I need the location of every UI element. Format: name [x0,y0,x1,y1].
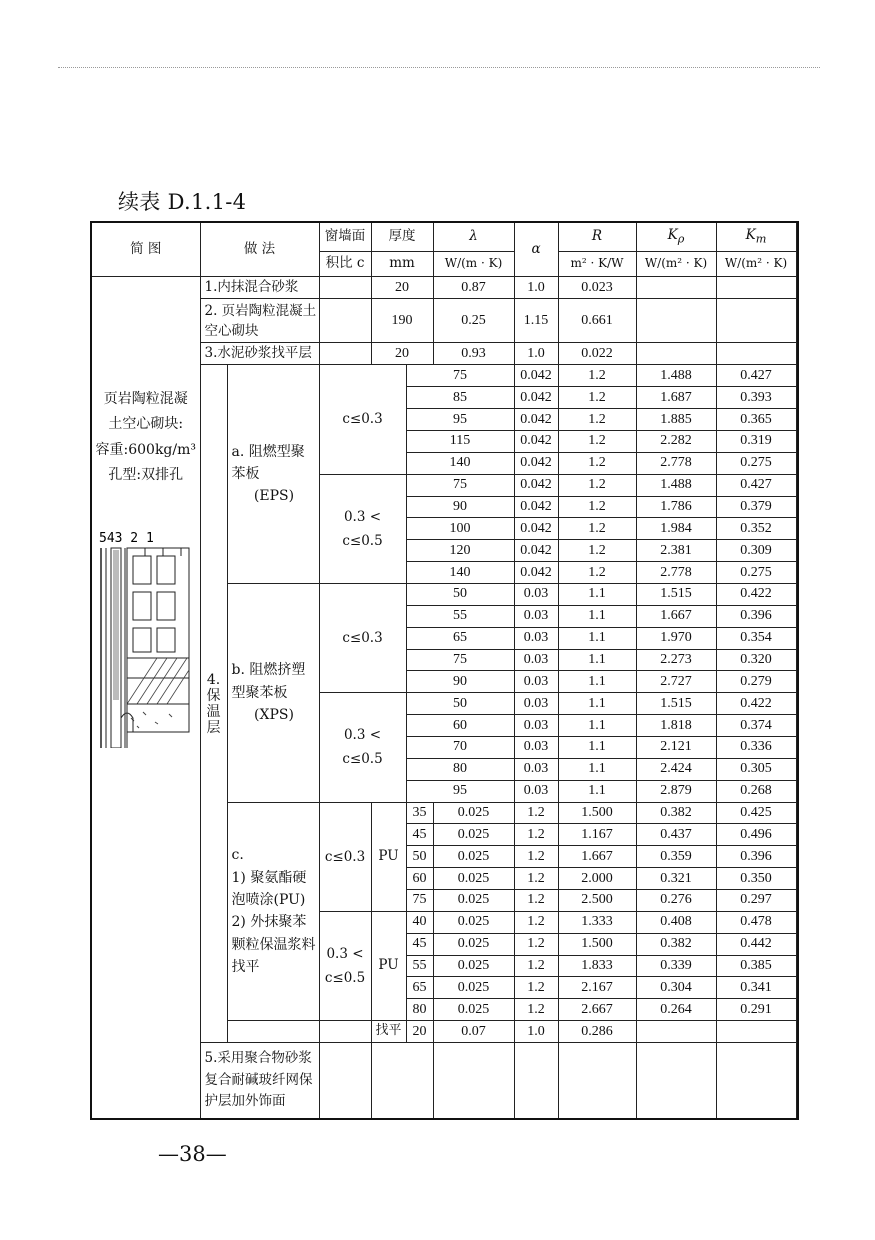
r-cell: 2.121 [636,737,716,759]
alpha-cell: 1.2 [514,890,558,912]
km-cell [796,387,798,409]
ratio-low [319,802,371,911]
header-kp-unit: W/(m² · K) [636,252,716,277]
wall-section-diagram [97,528,195,748]
kp-cell: 0.382 [636,802,716,824]
alpha-cell: 1.2 [558,365,636,387]
r-cell: 2.424 [636,758,716,780]
r-cell: 2.727 [636,671,716,693]
km-cell [796,627,798,649]
kp-cell: 0.321 [636,868,716,890]
kp-cell: 0.352 [716,518,796,540]
kp-cell: 0.422 [716,584,796,606]
thickness-cell: 120 [406,540,514,562]
r-cell: 1.488 [636,474,716,496]
km-cell [716,299,796,343]
alpha-cell: 1.2 [514,868,558,890]
layer2-method: 2. 页岩陶粒混凝土空心砌块 [200,299,319,343]
lambda-cell: 0.03 [514,693,558,715]
alpha-cell: 1.1 [558,758,636,780]
alpha-cell: 1.1 [558,671,636,693]
lambda-cell: 0.042 [514,496,558,518]
thickness-cell: 50 [406,584,514,606]
lambda-cell: 0.93 [433,343,514,365]
r-cell: 0.022 [558,343,636,365]
lambda-cell: 0.03 [514,584,558,606]
kp-cell: 0.374 [716,715,796,737]
empty-cell [716,1043,796,1119]
thickness-cell: 95 [406,409,514,431]
alpha-cell: 1.2 [514,977,558,999]
r-cell: 1.333 [558,911,636,933]
lambda-cell: 0.042 [514,452,558,474]
thickness-cell: 85 [406,387,514,409]
ratio-low-label: c≤0.3 [324,848,366,865]
header-lambda-unit: W/(m · K) [433,252,514,277]
kp-cell: 0.427 [716,365,796,387]
block-description [94,387,198,488]
ratio-high [319,911,371,1020]
lambda-cell: 0.03 [514,758,558,780]
r-cell: 1.167 [558,824,636,846]
ratio-high [319,474,406,583]
r-cell: 2.273 [636,649,716,671]
header-kp-symbol: K [667,226,678,243]
km-cell: 0.442 [716,933,796,955]
km-cell [716,277,796,299]
alpha-cell: 1.1 [558,584,636,606]
kp-cell: 0.339 [636,955,716,977]
thickness-cell: 75 [406,474,514,496]
lambda-cell: 0.025 [433,824,514,846]
ratio-cell [319,343,371,365]
header-km-unit: W/(m² · K) [716,252,796,277]
lambda-cell: 0.042 [514,409,558,431]
r-cell: 1.786 [636,496,716,518]
header-alpha: α [514,222,558,277]
r-cell: 2.000 [558,868,636,890]
header-kp-sub: ρ [677,232,685,246]
lambda-cell: 0.03 [514,605,558,627]
layer4-label: 4. 保 温 层 [200,365,227,1043]
kp-cell: 0.354 [716,627,796,649]
r-cell: 2.778 [636,562,716,584]
lambda-cell: 0.03 [514,737,558,759]
lambda-cell: 0.025 [433,999,514,1021]
km-cell: 0.496 [716,824,796,846]
kp-cell: 0.382 [636,933,716,955]
alpha-cell: 1.0 [514,277,558,299]
alpha-cell: 1.1 [558,605,636,627]
lambda-cell: 0.042 [514,365,558,387]
ratio-cell [319,299,371,343]
r-cell: 2.879 [636,780,716,802]
kp-cell: 0.320 [716,649,796,671]
kp-cell: 0.279 [716,671,796,693]
desc-line-4: 孔型:双排孔 [108,466,184,483]
empty-cell [796,1043,798,1119]
km-cell: 0.291 [716,999,796,1021]
km-cell [796,409,798,431]
km-cell [796,605,798,627]
km-cell [796,671,798,693]
diagram-cell [91,277,200,1119]
page-number: —38— [158,1142,227,1166]
thickness-cell: 65 [406,977,433,999]
km-cell: 0.297 [716,890,796,912]
ratio-high [319,693,406,802]
kp-cell [636,277,716,299]
thickness-cell: 80 [406,758,514,780]
thickness-cell: 115 [406,430,514,452]
r-cell: 2.282 [636,430,716,452]
km-cell: 0.396 [716,846,796,868]
kp-cell: 0.336 [716,737,796,759]
kp-cell: 0.276 [636,890,716,912]
kp-cell [636,299,716,343]
km-cell [716,343,796,365]
lambda-cell: 0.042 [514,387,558,409]
lambda-cell: 0.042 [514,562,558,584]
alpha-cell: 1.2 [514,955,558,977]
thickness-cell: 75 [406,890,433,912]
r-cell: 1.500 [558,933,636,955]
lambda-cell: 0.025 [433,933,514,955]
r-cell: 1.833 [558,955,636,977]
km-cell [796,474,798,496]
ratio-low-label: c≤0.3 [342,411,383,428]
lambda-cell: 0.03 [514,715,558,737]
alpha-cell: 1.1 [558,737,636,759]
lambda-cell: 0.025 [433,911,514,933]
empty-cell [371,1043,433,1119]
top-rule [58,67,820,68]
lambda-cell: 0.025 [433,890,514,912]
layer-number-labels: 543 2 1 [98,530,154,546]
ratio-high-bottom: c≤0.5 [324,970,366,987]
layer5-method: 5.采用聚合物砂浆复合耐碱玻纤网保护层加外饰面 [200,1043,319,1119]
thickness-cell: 45 [406,933,433,955]
lambda-cell: 0.025 [433,955,514,977]
ratio-high-bottom: c≤0.5 [342,751,383,768]
empty-cell [514,1043,558,1119]
header-thickness: 厚度 [371,222,433,252]
lambda-cell: 0.042 [514,518,558,540]
header-row-1 [91,222,798,252]
thickness-cell: 80 [406,999,433,1021]
ratio-high-top: 0.3 < [326,945,364,962]
km-cell [796,584,798,606]
header-ratio-bottom: 积比 c [319,252,371,277]
pu-method-1: 1) 聚氨酯硬泡喷涂(PU) [231,869,307,908]
lambda-cell: 0.87 [433,277,514,299]
ratio-low-label: c≤0.3 [342,630,383,646]
layer3-method: 3.水泥砂浆找平层 [200,343,319,365]
thickness-cell: 55 [406,955,433,977]
thickness-cell: 95 [406,780,514,802]
km-cell [796,693,798,715]
desc-line-2: 土空心砌块: [108,416,184,433]
km-cell [796,452,798,474]
km-cell: 0.425 [716,802,796,824]
r-cell: 1.667 [558,846,636,868]
thickness-cell: 140 [406,452,514,474]
alpha-cell: 1.2 [558,496,636,518]
alpha-cell: 1.2 [514,846,558,868]
kp-cell: 0.379 [716,496,796,518]
header-km-symbol: K [745,226,756,243]
eps-method-a: a. 阻燃型聚苯板 [231,443,305,482]
alpha-cell: 1.1 [558,715,636,737]
pu-material: PU [371,911,406,1020]
ratio-high-top: 0.3 < [343,508,382,525]
thickness-cell: 40 [406,911,433,933]
km-cell [796,758,798,780]
kp-cell: 0.422 [716,693,796,715]
leveling-ratio-blank [319,1021,371,1043]
table-row [91,277,798,299]
thickness-cell: 20 [406,1021,433,1043]
thickness-cell: 55 [406,605,514,627]
thickness-cell: 75 [406,649,514,671]
thickness-cell: 100 [406,518,514,540]
r-cell: 0.661 [558,299,636,343]
header-km [716,222,796,252]
thickness-cell: 140 [406,562,514,584]
header-km-sub: m [755,232,767,246]
alpha-cell: 1.2 [514,999,558,1021]
layer1-method: 1.内抹混合砂浆 [200,277,319,299]
alpha-cell: 1.15 [514,299,558,343]
r-cell: 2.778 [636,452,716,474]
desc-line-3: 容重:600kg/m³ [95,441,196,458]
kp-cell: 0.408 [636,911,716,933]
alpha-cell: 1.1 [558,780,636,802]
lambda-cell: 0.25 [433,299,514,343]
km-cell [796,649,798,671]
alpha-cell: 1.1 [558,693,636,715]
thickness-cell: 35 [406,802,433,824]
thickness-cell: 70 [406,737,514,759]
r-cell: 1.500 [558,802,636,824]
km-cell: 0.478 [716,911,796,933]
header-ratio-top: 窗墙面 [319,222,371,252]
alpha-cell: 1.2 [558,387,636,409]
thickness-cell: 65 [406,627,514,649]
r-cell: 2.167 [558,977,636,999]
lambda-cell: 0.03 [514,780,558,802]
alpha-cell: 1.0 [514,343,558,365]
thickness-cell: 20 [371,343,433,365]
km-cell [796,365,798,387]
km-cell [716,1021,796,1043]
kp-cell: 0.275 [716,562,796,584]
empty-cell [319,1043,371,1119]
table-caption: 续表 D.1.1-4 [118,190,247,214]
thickness-cell: 75 [406,365,514,387]
thickness-cell: 90 [406,496,514,518]
kp-cell: 0.309 [716,540,796,562]
kp-cell: 0.365 [716,409,796,431]
ratio-cell [319,277,371,299]
r-cell: 1.667 [636,605,716,627]
lambda-cell: 0.025 [433,846,514,868]
alpha-cell: 1.0 [514,1021,558,1043]
kp-cell: 0.264 [636,999,716,1021]
header-r: R [558,222,636,252]
alpha-cell: 1.2 [514,911,558,933]
lambda-cell: 0.042 [514,540,558,562]
alpha-cell: 1.1 [558,649,636,671]
ratio-high-bottom: c≤0.5 [342,532,383,549]
kp-cell: 0.304 [636,977,716,999]
lambda-cell: 0.042 [514,430,558,452]
km-cell [796,496,798,518]
empty-cell [433,1043,514,1119]
lambda-cell: 0.025 [433,802,514,824]
leveling-method-blank [227,1021,319,1043]
alpha-cell: 1.2 [558,518,636,540]
pu-material: PU [371,802,406,911]
thickness-cell: 50 [406,693,514,715]
r-cell: 1.970 [636,627,716,649]
r-cell: 2.381 [636,540,716,562]
group-eps-method [227,365,319,584]
km-cell [796,562,798,584]
alpha-cell: 1.2 [558,452,636,474]
alpha-cell: 1.2 [558,430,636,452]
km-cell [796,540,798,562]
xps-method-b: (XPS) [254,706,294,723]
km-cell [796,737,798,759]
eps-method-b: (EPS) [253,488,295,505]
group-pu-method [227,802,319,1021]
kp-cell: 0.275 [716,452,796,474]
r-cell: 1.515 [636,693,716,715]
group-xps-method [227,584,319,803]
lambda-cell: 0.042 [514,474,558,496]
header-kp [636,222,716,252]
ratio-high-top: 0.3 < [343,727,382,744]
kp-cell: 0.396 [716,605,796,627]
r-cell: 0.023 [558,277,636,299]
r-cell: 1.885 [636,409,716,431]
leveling-label: 找平 [371,1021,406,1043]
kp-cell: 0.359 [636,846,716,868]
lambda-cell: 0.07 [433,1021,514,1043]
km-cell: 0.341 [716,977,796,999]
r-cell: 1.488 [636,365,716,387]
kp-cell: 0.268 [716,780,796,802]
r-cell: 1.818 [636,715,716,737]
thickness-cell: 60 [406,868,433,890]
thermal-spec-table [90,221,799,1120]
km-cell: 0.350 [716,868,796,890]
header-method: 做 法 [200,222,319,277]
r-cell: 1.515 [636,584,716,606]
alpha-cell: 1.2 [558,409,636,431]
km-cell [796,430,798,452]
km-cell: 0.385 [716,955,796,977]
pu-method-c: c. [231,847,244,864]
kp-cell: 0.393 [716,387,796,409]
alpha-cell: 1.2 [558,562,636,584]
ratio-low [319,365,406,474]
lambda-cell: 0.03 [514,671,558,693]
thickness-cell: 90 [406,671,514,693]
alpha-cell: 1.1 [558,627,636,649]
r-cell: 1.687 [636,387,716,409]
r-cell: 1.984 [636,518,716,540]
thickness-cell: 50 [406,846,433,868]
lambda-cell: 0.025 [433,868,514,890]
thickness-cell: 60 [406,715,514,737]
header-diagram: 简 图 [91,222,200,277]
lambda-cell: 0.03 [514,627,558,649]
r-cell: 2.667 [558,999,636,1021]
lambda-cell: 0.03 [514,649,558,671]
header-r-unit: m² · K/W [558,252,636,277]
r-cell: 2.500 [558,890,636,912]
pu-method-2: 2) 外抹聚苯颗粒保温浆料找平 [231,914,316,976]
empty-cell [558,1043,636,1119]
empty-cell [636,1043,716,1119]
kp-cell [636,1021,716,1043]
xps-method-a: b. 阻燃挤塑型聚苯板 [231,662,306,701]
r-cell: 0.286 [558,1021,636,1043]
kp-cell [636,343,716,365]
lambda-cell: 0.025 [433,977,514,999]
header-lambda: λ [433,222,514,252]
thickness-cell: 190 [371,299,433,343]
alpha-cell: 1.2 [558,540,636,562]
km-cell [796,780,798,802]
alpha-cell: 1.2 [514,933,558,955]
kp-cell: 0.305 [716,758,796,780]
km-cell [796,715,798,737]
ratio-low [319,584,406,693]
kp-cell: 0.437 [636,824,716,846]
alpha-cell: 1.2 [514,824,558,846]
kp-cell: 0.427 [716,474,796,496]
alpha-cell: 1.2 [558,474,636,496]
header-thickness-unit: mm [371,252,433,277]
kp-cell: 0.319 [716,430,796,452]
thickness-cell: 20 [371,277,433,299]
km-cell [796,518,798,540]
desc-line-1: 页岩陶粒混凝 [103,391,188,408]
alpha-cell: 1.2 [514,802,558,824]
thickness-cell: 45 [406,824,433,846]
